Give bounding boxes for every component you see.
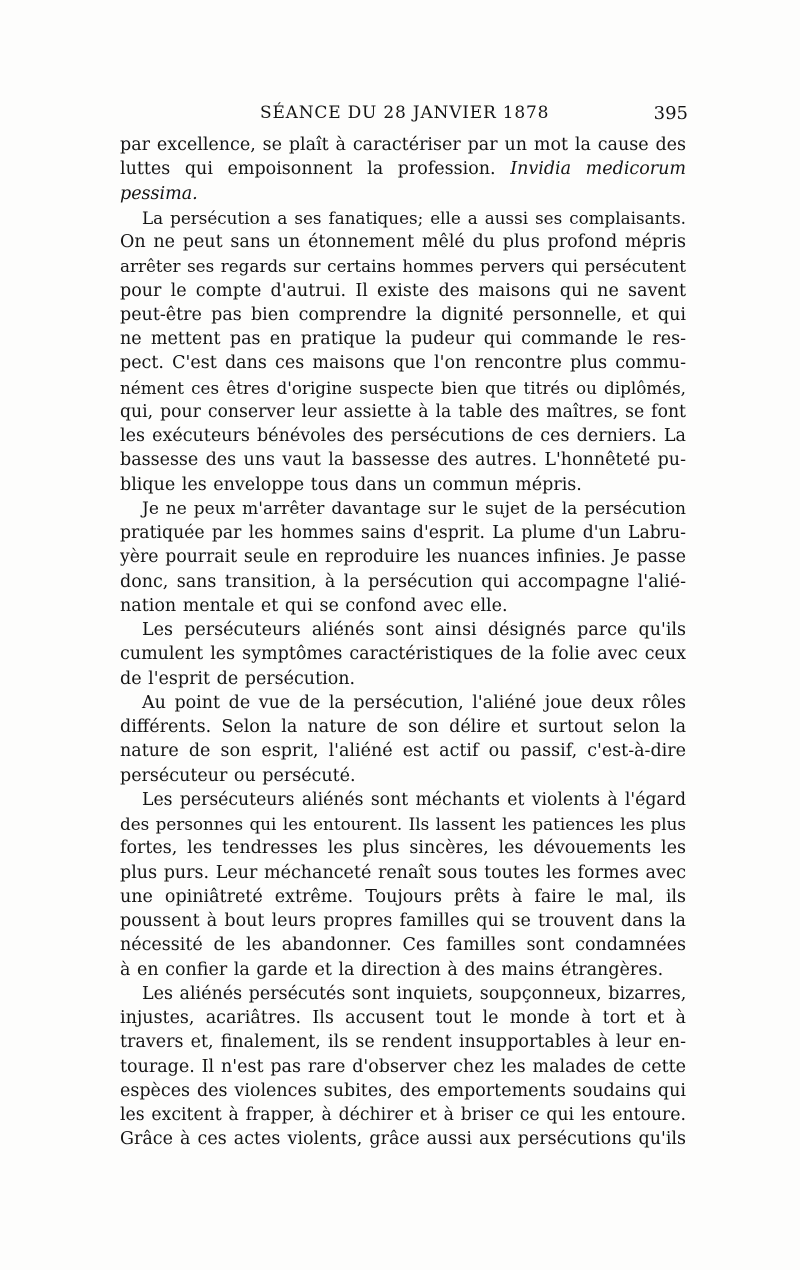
text-line: Grâce à ces actes violents, grâce aussi aux persécutions qu'ils — [120, 1129, 686, 1150]
text-line: yère pourrait seule en reproduire les nuances infinies. Je passe — [120, 547, 686, 568]
paragraph-end: à en confier la garde et la direction à des mains étrangères. — [120, 959, 664, 980]
text-line: qui, pour conserver leur assiette à la table des maîtres, se font — [120, 401, 686, 422]
text-line: ne mettent pas en pratique la pudeur qui commande le res- — [120, 329, 686, 349]
paragraph-start: Les persécuteurs aliénés sont ainsi désignés parce qu'ils — [142, 620, 686, 640]
page-header — [120, 103, 700, 129]
text-line: donc, sans transition, à la persécution qui accompagne l'alié- — [120, 571, 686, 592]
text-line: les excitent à frapper, à déchirer et à briser ce qui les entoure. — [120, 1105, 686, 1125]
latin-quote-end: pessima. — [120, 183, 198, 204]
text-line: bassesse des uns vaut la bassesse des autres. L'honnêteté pu- — [120, 450, 686, 471]
text-line: fortes, les tendresses les plus sincères, les dévouements les — [120, 838, 686, 859]
latin-quote: Invidia medicorum — [510, 159, 686, 180]
text-line: nément ces êtres d'origine suspecte bien que titrés ou diplômés, — [120, 377, 686, 398]
paragraph-end: de l'esprit de persécution. — [120, 668, 356, 689]
body-text — [120, 133, 686, 1152]
text-line: travers et, finalement, ils se rendent insupportables à leur en- — [120, 1032, 686, 1053]
paragraph-start: Les persécuteurs aliénés sont méchants et violents à l'égard — [142, 789, 686, 810]
text-line: tourage. Il n'est pas rare d'observer chez les malades de cette — [120, 1056, 686, 1077]
text-line: nature de son esprit, l'aliéné est actif ou passif, c'est-à-dire — [120, 741, 686, 762]
paragraph-end: nation mentale et qui se confond avec elle. — [120, 595, 508, 616]
paragraph-start: Je ne peux m'arrêter davantage sur le sujet de la persécution — [142, 498, 686, 519]
text-line: pour le compte d'autrui. Il existe des maisons qui ne savent — [120, 280, 686, 301]
text-line: peut-être pas bien comprendre la dignité personnelle, et qui — [120, 304, 686, 325]
text-line — [120, 157, 686, 181]
text-line: poussent à bout leurs propres familles qui se trouvent dans la — [120, 911, 686, 931]
paragraph-end: blique les enveloppe tous dans un commun mépris. — [120, 474, 582, 495]
text-line: différents. Selon la nature de son délire et surtout selon la — [120, 717, 686, 737]
paragraph-end: persécuteur ou persécuté. — [120, 765, 356, 786]
text-line: cumulent les symptômes caractéristiques de la folie avec ceux — [120, 644, 686, 665]
text-line: une opiniâtreté extrême. Toujours prêts à faire le mal, ils — [120, 886, 686, 907]
paragraph-start: Au point de vue de la persécution, l'aliéné joue deux rôles — [142, 692, 686, 713]
text-line: les exécuteurs bénévoles des persécutions de ces derniers. La — [120, 426, 686, 446]
text-line: injustes, acariâtres. Ils accusent tout le monde à tort et à — [120, 1008, 686, 1028]
page-number: 395 — [653, 103, 688, 124]
text-segment: luttes qui empoisonnent la profession. — [120, 159, 496, 180]
text-line: espèces des violences subites, des emportements soudains qui — [120, 1080, 686, 1101]
paragraph-start: Les aliénés persécutés sont inquiets, soupçonneux, bizarres, — [142, 983, 687, 1004]
text-line: des personnes qui les entourent. Ils lassent les patiences les plus — [120, 814, 686, 834]
text-line: par excellence, se plaît à caractériser par un mot la cause des — [120, 135, 686, 155]
text-line: plus purs. Leur méchanceté renaît sous toutes les formes avec — [120, 862, 686, 883]
text-line: On ne peut sans un étonnement mêlé du plus profond mépris — [120, 232, 686, 252]
text-line: pect. C'est dans ces maisons que l'on rencontre plus commu- — [120, 353, 686, 374]
text-line: nécessité de les abandonner. Ces familles sont condamnées — [120, 935, 686, 956]
running-title: SÉANCE DU 28 JANVIER 1878 — [260, 103, 550, 123]
paragraph-start: La persécution a ses fanatiques; elle a aussi ses complaisants. — [142, 207, 686, 228]
text-line: arrêter ses regards sur certains hommes pervers qui persécutent — [120, 256, 686, 277]
text-line: pratiquée par les hommes sains d'esprit. La plume d'un Labru- — [120, 523, 686, 543]
